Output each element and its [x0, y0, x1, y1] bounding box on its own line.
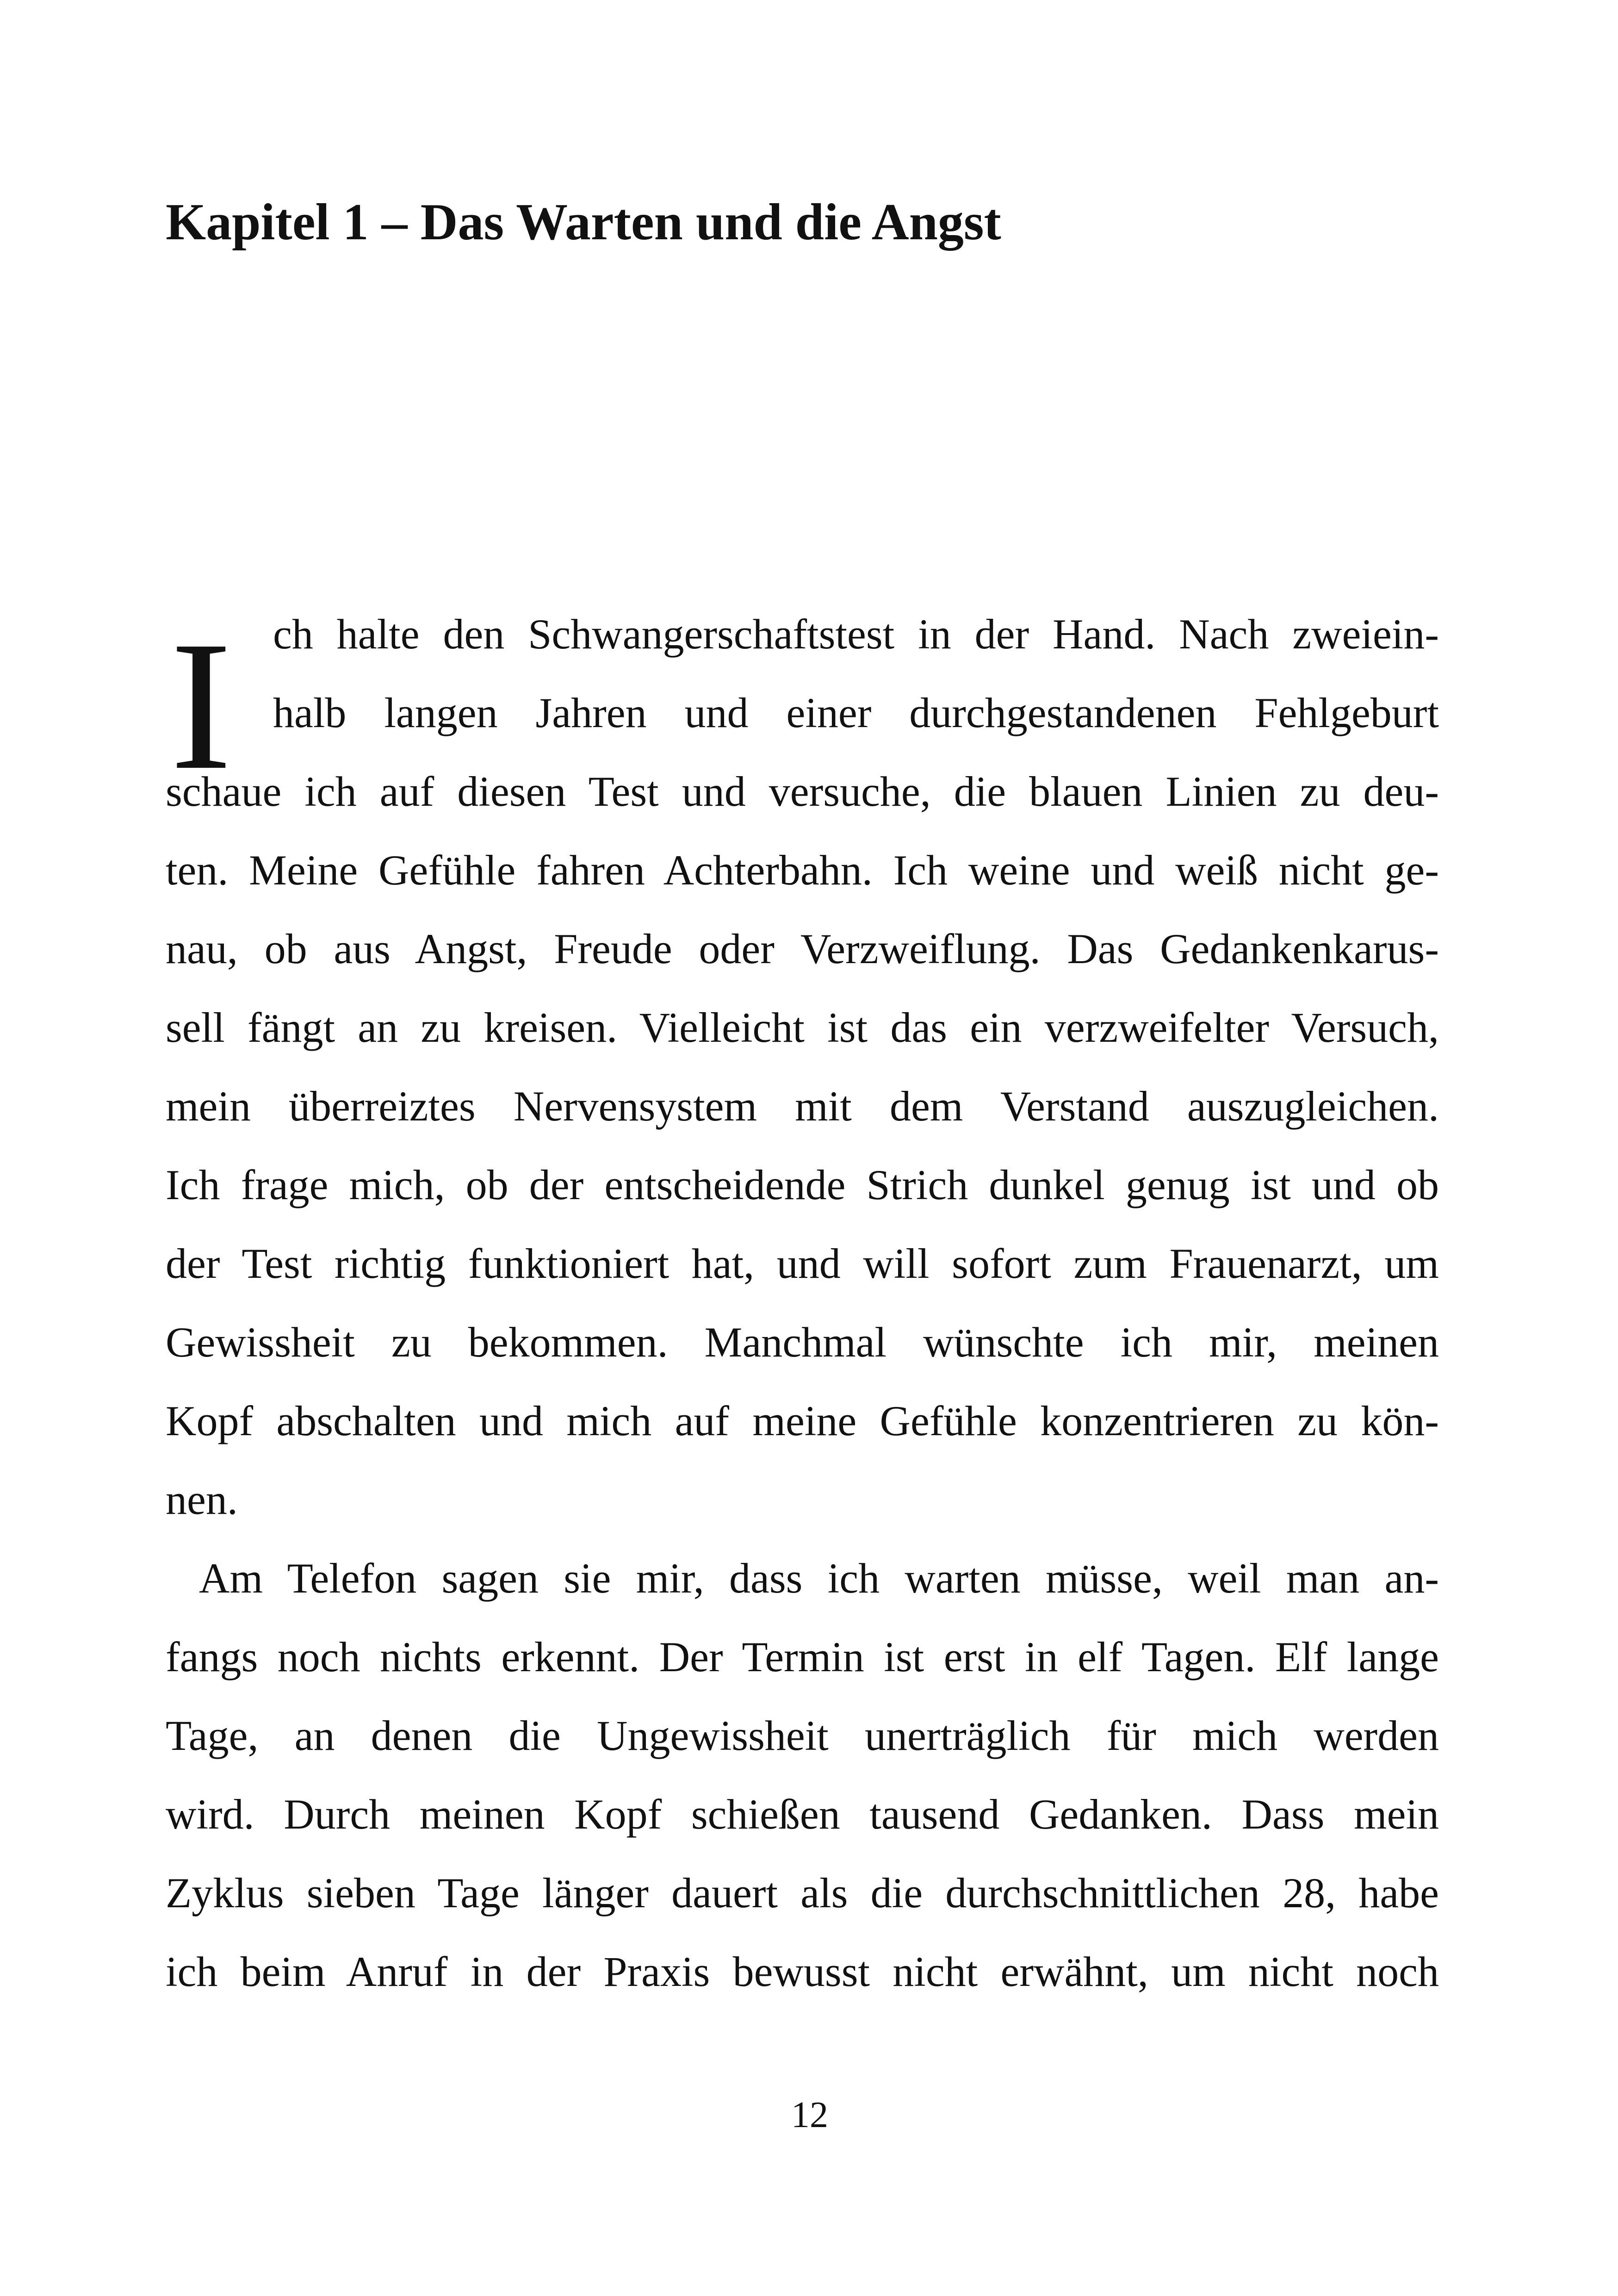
text-line: schaue ich auf diesen Test und versuche, die blauen Linien zu deu-: [166, 768, 1439, 815]
text-line: sell fängt an zu kreisen. Vielleicht ist das ein verzweifelter Versuch,: [166, 1004, 1439, 1051]
drop-cap: I: [170, 603, 232, 808]
text-line: Ich frage mich, ob der entscheidende Strich dunkel genug ist und ob: [166, 1161, 1439, 1208]
text-line: halb langen Jahren und einer durchgestandenen Fehlgeburt: [273, 689, 1439, 736]
text-line: fangs noch nichts erkennt. Der Termin ist erst in elf Tagen. Elf lange: [166, 1633, 1439, 1680]
text-line: Am Telefon sagen sie mir, dass ich warten müsse, weil man an-: [199, 1555, 1439, 1602]
chapter-title: Kapitel 1 – Das Warten und die Angst: [166, 193, 1001, 251]
text-line: Kopf abschalten und mich auf meine Gefühle konzentrieren zu kön-: [166, 1397, 1439, 1444]
text-line: ten. Meine Gefühle fahren Achterbahn. Ich weine und weiß nicht ge-: [166, 846, 1439, 894]
text-line: ich beim Anruf in der Praxis bewusst nicht erwähnt, um nicht noch: [166, 1948, 1439, 1995]
text-line: Zyklus sieben Tage länger dauert als die durchschnittlichen 28, habe: [166, 1869, 1439, 1916]
text-line: Gewissheit zu bekommen. Manchmal wünschte ich mir, meinen: [166, 1319, 1439, 1366]
text-line: Tage, an denen die Ungewissheit unerträglich für mich werden: [166, 1712, 1439, 1759]
text-line: mein überreiztes Nervensystem mit dem Verstand auszugleichen.: [166, 1083, 1439, 1130]
text-line: wird. Durch meinen Kopf schießen tausend Gedanken. Dass mein: [166, 1791, 1439, 1838]
text-line: nen.: [166, 1476, 238, 1523]
text-line: nau, ob aus Angst, Freude oder Verzweiflung. Das Gedankenkarus-: [166, 925, 1439, 972]
page-number: 12: [791, 2095, 828, 2135]
text-line: ch halte den Schwangerschaftstest in der Hand. Nach zweiein-: [273, 610, 1439, 658]
text-line: der Test richtig funktioniert hat, und will sofort zum Frauenarzt, um: [166, 1240, 1439, 1287]
